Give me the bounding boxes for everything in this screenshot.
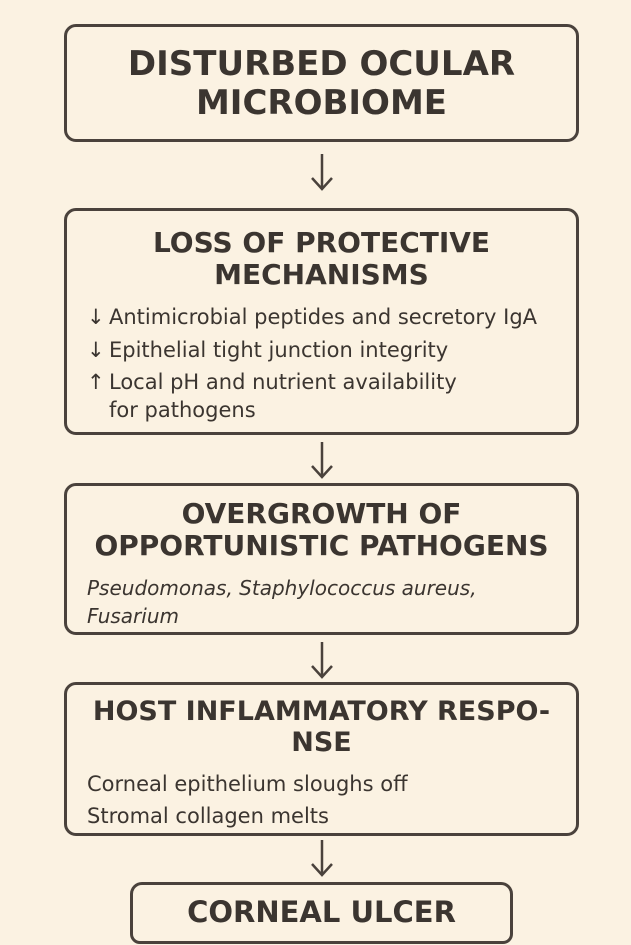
mechanism-text: Local pH and nutrient availability <box>109 370 457 394</box>
down-arrow-icon: ↓ <box>87 305 105 329</box>
box-title <box>67 486 576 562</box>
mechanism-item <box>87 397 537 423</box>
down-arrow-icon <box>306 440 338 480</box>
box-title <box>67 685 576 759</box>
pathogen-examples-line-1: Pseudomonas, Staphylococcus aureus, <box>87 576 477 600</box>
box-corneal-ulcer <box>130 882 513 944</box>
box-host-inflammatory-response <box>64 682 579 836</box>
mechanism-text: Epithelial tight junction integrity <box>109 338 449 362</box>
mechanism-text: Antimicrobial peptides and secretory IgA <box>109 305 538 329</box>
pathogen-examples <box>87 574 477 630</box>
title-line-2: NSE <box>291 726 352 758</box>
up-arrow-icon: ↑ <box>87 370 105 394</box>
response-list <box>87 768 408 832</box>
title-line-1: HOST INFLAMMATORY RESPO- <box>92 696 551 727</box>
title-line-2: MICROBIOME <box>195 82 448 123</box>
mechanism-text: for pathogens <box>109 398 256 422</box>
title-line-1: LOSS OF PROTECTIVE <box>152 226 491 259</box>
box-title <box>67 27 576 123</box>
mechanism-item <box>87 301 537 334</box>
title-line-2: MECHANISMS <box>214 257 429 291</box>
down-arrow-icon <box>306 838 338 878</box>
response-item: Stromal collagen melts <box>87 804 329 828</box>
mechanism-item <box>87 334 537 367</box>
pathogen-examples-line-2: Fusarium <box>87 604 179 628</box>
box-disturbed-ocular-microbiome <box>64 24 579 142</box>
mechanism-item <box>87 367 537 397</box>
title-line-1: OVERGROWTH OF <box>181 497 462 530</box>
box-title: CORNEAL ULCER <box>187 895 456 929</box>
down-arrow-icon <box>306 640 338 680</box>
box-overgrowth-of-opportunistic-pathogens <box>64 483 579 635</box>
down-arrow-icon: ↓ <box>87 338 105 362</box>
response-item: Corneal epithelium sloughs off <box>87 772 408 796</box>
box-title <box>67 211 576 291</box>
box-loss-of-protective-mechanisms <box>64 208 579 435</box>
title-line-2: OPPORTUNISTIC PATHOGENS <box>94 528 549 562</box>
mechanism-list <box>87 301 537 423</box>
title-line-1: DISTURBED OCULAR <box>127 44 516 84</box>
down-arrow-icon <box>306 152 338 192</box>
